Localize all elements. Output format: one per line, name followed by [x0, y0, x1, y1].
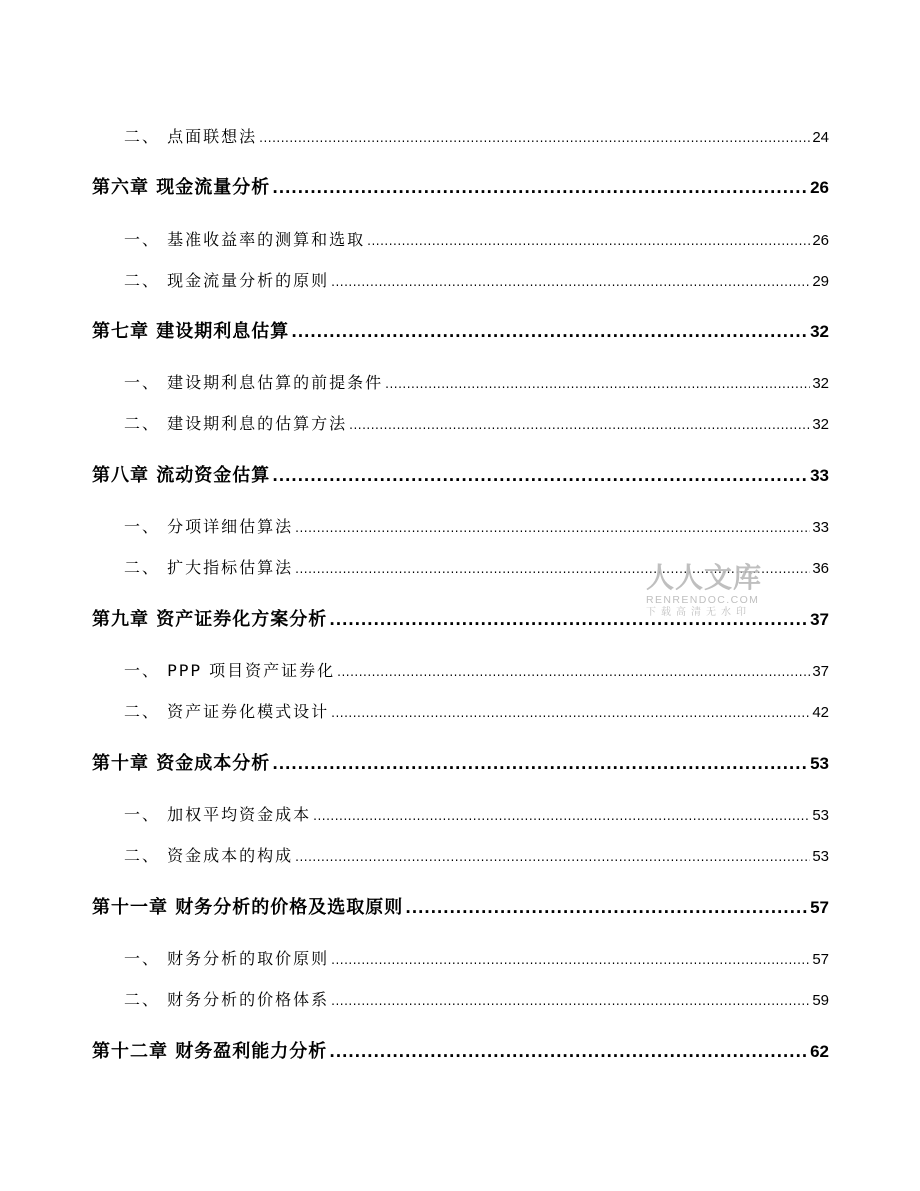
toc-page-number: 26 — [812, 232, 829, 249]
toc-entry-title: 二、 建设期利息的估算方法 — [124, 414, 348, 433]
toc-chapter-title: 第十章 资金成本分析 — [92, 753, 271, 774]
toc-page-number: 29 — [812, 273, 829, 290]
toc-leader-dots — [331, 702, 810, 721]
toc-page-number: 42 — [812, 704, 829, 721]
toc-chapter-title: 第十二章 财务盈利能力分析 — [92, 1041, 328, 1062]
toc-leader-dots — [329, 1041, 808, 1062]
watermark-url: RENRENDOC.COM — [646, 594, 760, 606]
toc-entry-title: 一、 PPP 项目资产证券化 — [124, 661, 336, 680]
toc-chapter[interactable] — [92, 317, 829, 343]
toc-leader-dots — [405, 897, 808, 918]
toc-entry[interactable] — [124, 699, 829, 722]
toc-chapter[interactable] — [92, 1037, 829, 1063]
toc-leader-dots — [295, 517, 810, 536]
toc-entry-title: 二、 资金成本的构成 — [124, 846, 294, 865]
toc-page-number: 24 — [812, 129, 829, 146]
toc-leader-dots — [385, 373, 810, 392]
toc-entry-title: 一、 财务分析的取价原则 — [124, 949, 330, 968]
toc-leader-dots — [295, 846, 810, 865]
toc-page-number: 53 — [812, 848, 829, 865]
toc-chapter[interactable] — [92, 173, 829, 199]
toc-entry[interactable] — [124, 268, 829, 291]
toc-chapter[interactable] — [92, 749, 829, 775]
toc-entry[interactable] — [124, 370, 829, 393]
toc-entry[interactable] — [124, 514, 829, 537]
toc-leader-dots — [331, 990, 810, 1009]
toc-leader-dots — [331, 949, 810, 968]
toc-chapter[interactable] — [92, 461, 829, 487]
toc-leader-dots — [259, 127, 810, 146]
toc-entry[interactable] — [124, 946, 829, 969]
toc-page-number: 37 — [812, 663, 829, 680]
toc-chapter-title: 第七章 建设期利息估算 — [92, 321, 290, 342]
toc-entry-title: 一、 基准收益率的测算和选取 — [124, 230, 366, 249]
toc-page-number: 26 — [810, 178, 829, 197]
toc-entry-title: 一、 加权平均资金成本 — [124, 805, 312, 824]
toc-page-number: 57 — [812, 951, 829, 968]
toc-entry[interactable] — [124, 411, 829, 434]
toc-page-number: 62 — [810, 1042, 829, 1061]
toc-leader-dots — [331, 271, 810, 290]
toc-entry[interactable] — [124, 987, 829, 1010]
toc-chapter[interactable] — [92, 893, 829, 919]
toc-entry-title: 二、 财务分析的价格体系 — [124, 990, 330, 1009]
toc-page-number: 32 — [812, 375, 829, 392]
toc-chapter-title: 第六章 现金流量分析 — [92, 177, 271, 198]
toc-leader-dots — [313, 805, 810, 824]
toc-page-number: 33 — [812, 519, 829, 536]
toc-entry-title: 二、 现金流量分析的原则 — [124, 271, 330, 290]
toc-page-number: 53 — [810, 754, 829, 773]
toc-entry[interactable] — [124, 658, 829, 681]
watermark-logo — [646, 562, 776, 622]
toc-entry-title: 二、 扩大指标估算法 — [124, 558, 294, 577]
toc-page-number: 59 — [812, 992, 829, 1009]
toc-entry-title: 一、 分项详细估算法 — [124, 517, 294, 536]
toc-entry-title: 二、 点面联想法 — [124, 127, 258, 146]
toc-page-number: 33 — [810, 466, 829, 485]
toc-page-number: 32 — [812, 416, 829, 433]
toc-page-number: 36 — [812, 560, 829, 577]
toc-page-number: 57 — [810, 898, 829, 917]
toc-leader-dots — [272, 177, 808, 198]
toc-entry[interactable] — [124, 843, 829, 866]
toc-chapter-title: 第九章 资产证券化方案分析 — [92, 609, 328, 630]
toc-entry[interactable] — [124, 802, 829, 825]
toc-entry[interactable] — [124, 124, 829, 147]
toc-leader-dots — [291, 321, 808, 342]
toc-page-number: 53 — [812, 807, 829, 824]
watermark-brand: 人人文库 — [646, 561, 763, 594]
toc-page-number: 37 — [810, 610, 829, 629]
toc-leader-dots — [367, 230, 810, 249]
watermark-tagline: 下载高清无水印 — [646, 607, 751, 618]
toc-leader-dots — [337, 661, 810, 680]
toc-entry[interactable] — [124, 227, 829, 250]
toc-entry-title: 一、 建设期利息估算的前提条件 — [124, 373, 384, 392]
toc-chapter-title: 第八章 流动资金估算 — [92, 465, 271, 486]
toc-leader-dots — [349, 414, 810, 433]
toc-chapter-title: 第十一章 财务分析的价格及选取原则 — [92, 897, 404, 918]
toc-page-number: 32 — [810, 322, 829, 341]
toc-entry-title: 二、 资产证券化模式设计 — [124, 702, 330, 721]
toc-leader-dots — [272, 753, 808, 774]
toc-leader-dots — [272, 465, 808, 486]
